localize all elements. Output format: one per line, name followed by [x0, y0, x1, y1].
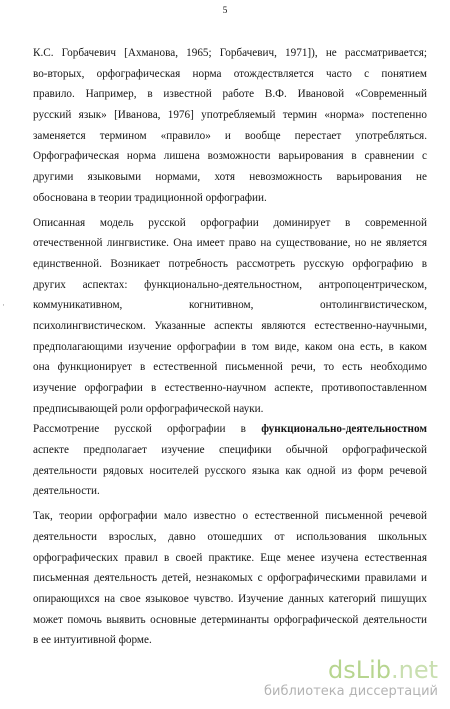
text-line: [33, 461, 427, 482]
text-line: [33, 481, 427, 502]
text-line: [33, 213, 427, 234]
text-line: [33, 506, 427, 527]
text-line: [33, 105, 427, 126]
text-line: [33, 548, 427, 569]
text-line: [33, 295, 427, 316]
text-line: [33, 233, 427, 254]
text-segment: она функционирует в естественной письменной речи, то есть необходимо: [33, 361, 427, 374]
text-line: [33, 399, 427, 420]
text-line: [33, 610, 427, 631]
watermark-brand: dsLib: [327, 656, 391, 684]
text-line: [33, 254, 427, 275]
watermark-caption: библиотека диссертаций: [264, 684, 438, 699]
text-line: [33, 84, 427, 105]
document-body: [33, 43, 427, 651]
text-line: [33, 419, 427, 440]
text-segment: Так, теории орфографии мало известно о естественной письменной речевой: [33, 510, 427, 523]
text-segment: деятельности.: [33, 485, 100, 498]
text-segment: предписывающей роли орфографической науки.: [33, 402, 264, 415]
text-segment: предполагающими изучение орфографии в том виде, каком она есть, в каком: [33, 340, 427, 353]
bold-term: функционально-деятельностном: [261, 423, 427, 436]
text-line: [33, 527, 427, 548]
text-segment: других аспектах: функционально-деятельностном, антропоцентрическом,: [33, 278, 427, 291]
text-segment: психолингвистическом. Указанные аспекты являются естественно-научными,: [33, 319, 427, 332]
text-segment: изучение орфографии в естественно-научном аспекте, противопоставленном: [33, 382, 427, 394]
text-segment: опирающихся на свое языковое чувство. Изучение данных категорий пишущих: [33, 592, 427, 605]
text-segment: отечественной лингвистике. Она имеет право на существование, но не является: [33, 237, 427, 250]
text-line: [33, 630, 427, 651]
watermark-logo: [238, 657, 438, 700]
text-line: [33, 167, 427, 188]
text-segment: в ее интуитивной форме.: [33, 634, 152, 647]
text-segment: К.С. Горбачевич [Ахманова, 1965; Горбачевич, 1971]), не рассматривается;: [33, 47, 427, 59]
text-segment: во-вторых, орфографическая норма отождествляется часто с понятием: [33, 67, 427, 80]
text-segment: Рассмотрение русской орфографии в: [33, 423, 262, 436]
text-segment: заменяется термином «правило» и вообще перестает употребляться.: [33, 129, 427, 142]
text-segment: правило. Например, в известной работе В.Ф. Ивановой «Современный: [33, 88, 427, 101]
text-line: [33, 126, 427, 147]
text-line: [33, 316, 427, 337]
text-line: [33, 440, 427, 461]
text-line: [33, 337, 427, 358]
text-line: [33, 188, 427, 209]
text-line: [33, 275, 427, 296]
text-line: [33, 378, 427, 399]
text-segment: коммуникативном, когнитивном, онтолингвистическом,: [33, 299, 427, 312]
text-segment: деятельности рядовых носителей русского языка как одной из форм речевой: [33, 464, 427, 477]
text-line: [33, 589, 427, 610]
text-line: [33, 146, 427, 167]
text-segment: аспекте предполагает изучение специфики обычной орфографической: [33, 444, 427, 457]
text-line: [33, 43, 427, 64]
text-line: [33, 357, 427, 378]
text-segment: другими языковыми нормами, хотя невозможность варьирования не: [33, 171, 427, 184]
text-segment: может помочь выявить основные детерминанты орфографической деятельности: [33, 613, 427, 626]
text-segment: орфографических правил в своей практике. Еще менее изучена естественная: [33, 551, 427, 564]
text-segment: Описанная модель русской орфографии доминирует в современной: [33, 216, 427, 229]
text-line: [33, 64, 427, 85]
watermark-domain: .net: [390, 656, 438, 684]
margin-mark: ·: [2, 300, 5, 310]
text-line: [33, 568, 427, 589]
text-segment: обоснована в теории традиционной орфографии.: [33, 191, 267, 204]
text-segment: деятельности взрослых, давно отошедших от использования школьных: [33, 530, 427, 543]
text-segment: русский язык» [Иванова, 1976] употребляемый термин «норма» постепенно: [33, 109, 427, 122]
text-segment: Орфографическая норма лишена возможности варьирования в сравнении с: [33, 150, 427, 163]
text-segment: единственной. Возникает потребность рассмотреть русскую орфографию в: [33, 257, 427, 270]
text-segment: письменная деятельность детей, незнакомых с орфографическими правилами и: [33, 572, 427, 585]
page-number: 5: [222, 6, 228, 16]
